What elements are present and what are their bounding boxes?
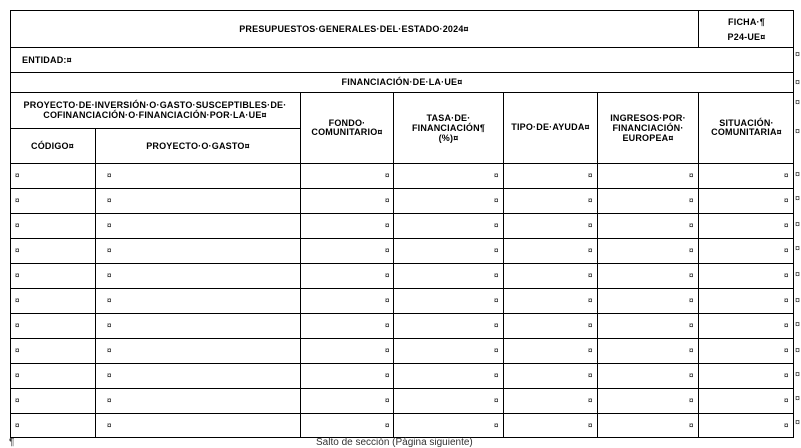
- cell-marker: ¤: [689, 321, 694, 330]
- project-header: PROYECTO·O·GASTO¤: [146, 141, 250, 151]
- cell-marker: ¤: [494, 196, 499, 205]
- cell-marker: ¤: [15, 396, 20, 405]
- tasa-header-2: FINANCIACIÓN¶: [411, 123, 486, 133]
- cell-marker: ¤: [385, 246, 390, 255]
- cell-marker: ¤: [494, 321, 499, 330]
- row-end-marker: ¤: [795, 126, 801, 136]
- cell-marker: ¤: [588, 371, 593, 380]
- cell-marker: ¤: [588, 396, 593, 405]
- cell-marker: ¤: [784, 321, 789, 330]
- ficha-code: P24-UE¤: [727, 32, 766, 42]
- row-end-marker: ¤: [795, 97, 801, 107]
- row-end-marker: ¤: [795, 393, 801, 403]
- cell-marker: ¤: [385, 296, 390, 305]
- row-separator: [10, 263, 794, 264]
- fondo-header-2: COMUNITARIO¤: [311, 127, 383, 137]
- row-separator: [10, 413, 794, 414]
- cell-marker: ¤: [385, 371, 390, 380]
- row-end-marker: ¤: [795, 169, 801, 179]
- tasa-header-1: TASA·DE·: [426, 113, 471, 123]
- row-separator: [10, 313, 794, 314]
- cell-marker: ¤: [784, 271, 789, 280]
- row-separator: [10, 338, 794, 339]
- cell-marker: ¤: [689, 246, 694, 255]
- row-end-marker: ¤: [795, 243, 801, 253]
- cell-marker: ¤: [385, 171, 390, 180]
- col-line-situacion: [698, 92, 699, 438]
- entity-label: ENTIDAD:¤: [22, 55, 72, 65]
- cell-marker: ¤: [494, 396, 499, 405]
- cell-marker: ¤: [494, 271, 499, 280]
- cell-marker: ¤: [689, 371, 694, 380]
- row-end-marker: ¤: [795, 219, 801, 229]
- cell-marker: ¤: [107, 171, 112, 180]
- cell-marker: ¤: [784, 396, 789, 405]
- cell-marker: ¤: [107, 396, 112, 405]
- cell-marker: ¤: [784, 296, 789, 305]
- project-group-header-1: PROYECTO·DE·INVERSIÓN·O·GASTO·SUSCEPTIBLES·DE·: [23, 100, 287, 110]
- project-group-header-2: COFINANCIACIÓN·O·FINANCIACIÓN·POR·LA·UE¤: [43, 110, 267, 120]
- cell-marker: ¤: [588, 171, 593, 180]
- row-separator: [10, 188, 794, 189]
- cell-marker: ¤: [588, 421, 593, 430]
- cell-marker: ¤: [15, 296, 20, 305]
- ingresos-header-2: FINANCIACIÓN·: [612, 123, 684, 133]
- cell-marker: ¤: [107, 296, 112, 305]
- cell-marker: ¤: [784, 421, 789, 430]
- cell-marker: ¤: [784, 221, 789, 230]
- col-line-fondo: [300, 92, 301, 438]
- row-end-marker: ¤: [795, 295, 801, 305]
- row-end-marker: ¤: [795, 345, 801, 355]
- cell-marker: ¤: [494, 221, 499, 230]
- situacion-header-1: SITUACIÓN·: [719, 118, 774, 128]
- cell-marker: ¤: [588, 321, 593, 330]
- cell-marker: ¤: [588, 346, 593, 355]
- row-end-marker: ¤: [795, 193, 801, 203]
- row-end-marker: ¤: [795, 319, 801, 329]
- cell-marker: ¤: [385, 396, 390, 405]
- paragraph-mark: ¶: [9, 437, 15, 448]
- cell-marker: ¤: [15, 246, 20, 255]
- col-line-tipo: [503, 92, 504, 438]
- cell-marker: ¤: [784, 246, 789, 255]
- cell-marker: ¤: [15, 271, 20, 280]
- row-separator: [10, 238, 794, 239]
- row-end-marker: ¤: [795, 369, 801, 379]
- cell-marker: ¤: [15, 196, 20, 205]
- cell-marker: ¤: [385, 421, 390, 430]
- cell-marker: ¤: [689, 221, 694, 230]
- cell-marker: ¤: [15, 421, 20, 430]
- tasa-header-3: (%)¤: [438, 133, 459, 143]
- cell-marker: ¤: [494, 171, 499, 180]
- cell-marker: ¤: [385, 346, 390, 355]
- cell-marker: ¤: [107, 196, 112, 205]
- ingresos-header-1: INGRESOS·POR·: [610, 113, 686, 123]
- section-break: Salto de sección (Página siguiente): [316, 437, 473, 448]
- cell-marker: ¤: [588, 296, 593, 305]
- cell-marker: ¤: [15, 371, 20, 380]
- row-end-marker: ¤: [795, 49, 801, 59]
- cell-marker: ¤: [784, 371, 789, 380]
- ficha-label: FICHA·¶: [728, 17, 765, 27]
- row-separator: [10, 288, 794, 289]
- code-header: CÓDIGO¤: [31, 141, 74, 151]
- cell-marker: ¤: [689, 346, 694, 355]
- ingresos-header-3: EUROPEA¤: [622, 133, 674, 143]
- cell-marker: ¤: [107, 421, 112, 430]
- row-end-marker: ¤: [795, 269, 801, 279]
- cell-marker: ¤: [385, 271, 390, 280]
- cell-marker: ¤: [689, 196, 694, 205]
- cell-marker: ¤: [494, 246, 499, 255]
- header-bottom-line: [10, 163, 794, 164]
- cell-marker: ¤: [588, 246, 593, 255]
- cell-marker: ¤: [15, 171, 20, 180]
- cell-marker: ¤: [689, 296, 694, 305]
- cell-marker: ¤: [385, 221, 390, 230]
- row-end-marker: ¤: [795, 417, 801, 427]
- cell-marker: ¤: [385, 196, 390, 205]
- cell-marker: ¤: [494, 346, 499, 355]
- cell-marker: ¤: [494, 421, 499, 430]
- cell-marker: ¤: [689, 421, 694, 430]
- cell-marker: ¤: [494, 371, 499, 380]
- col-line-tasa: [393, 92, 394, 438]
- cell-marker: ¤: [15, 346, 20, 355]
- cell-marker: ¤: [494, 296, 499, 305]
- cell-marker: ¤: [588, 196, 593, 205]
- col-line-ingresos: [597, 92, 598, 438]
- cell-marker: ¤: [107, 321, 112, 330]
- cell-marker: ¤: [689, 396, 694, 405]
- document-title: PRESUPUESTOS·GENERALES·DEL·ESTADO·2024¤: [239, 24, 469, 34]
- cell-marker: ¤: [588, 221, 593, 230]
- cell-marker: ¤: [784, 196, 789, 205]
- cell-marker: ¤: [784, 346, 789, 355]
- entity-box: [10, 47, 794, 73]
- row-separator: [10, 213, 794, 214]
- cell-marker: ¤: [689, 171, 694, 180]
- cell-marker: ¤: [588, 271, 593, 280]
- row-separator: [10, 388, 794, 389]
- tipo-header: TIPO·DE·AYUDA¤: [511, 122, 590, 132]
- col-line-project: [95, 128, 96, 438]
- header-divider: [698, 10, 699, 48]
- cell-marker: ¤: [107, 221, 112, 230]
- row-separator: [10, 363, 794, 364]
- row-end-marker: ¤: [795, 77, 801, 87]
- financing-title-line: [10, 92, 794, 93]
- situacion-header-2: COMUNITARIA¤: [711, 127, 782, 137]
- cell-marker: ¤: [689, 271, 694, 280]
- fondo-header-1: FONDO·: [328, 118, 366, 128]
- cell-marker: ¤: [107, 271, 112, 280]
- cell-marker: ¤: [784, 171, 789, 180]
- cell-marker: ¤: [385, 321, 390, 330]
- cell-marker: ¤: [107, 246, 112, 255]
- cell-marker: ¤: [107, 371, 112, 380]
- financing-title: FINANCIACIÓN·DE·LA·UE¤: [341, 77, 463, 87]
- cell-marker: ¤: [15, 221, 20, 230]
- cell-marker: ¤: [15, 321, 20, 330]
- project-group-line: [10, 128, 300, 129]
- cell-marker: ¤: [107, 346, 112, 355]
